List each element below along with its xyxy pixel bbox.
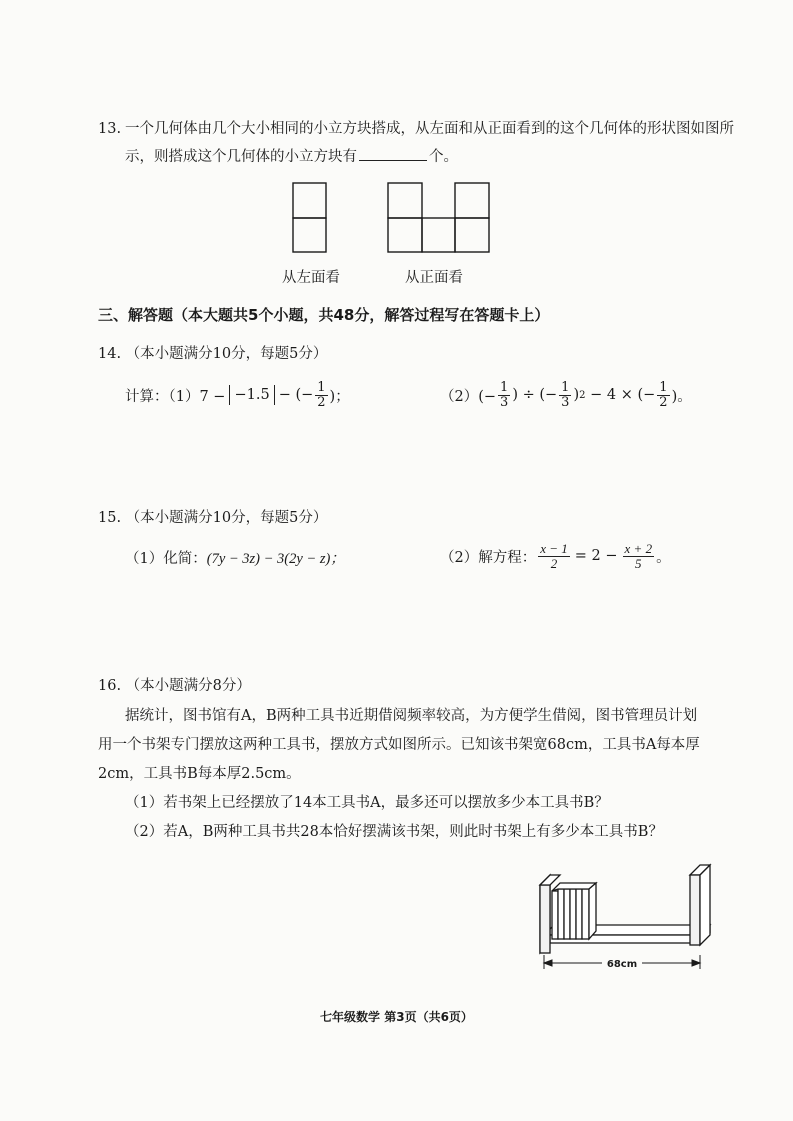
q13-views-figure (285, 180, 495, 256)
q14-p1-end: )； (329, 388, 350, 405)
numerator: 1 (500, 379, 509, 395)
abs-bar-right (274, 385, 275, 405)
numerator: x + 2 (624, 540, 653, 556)
q16-paragraph-line2: 用一个书架专门摆放这两种工具书，摆放方式如图所示。已知该书架宽68cm，工具书A每本厚 (98, 737, 700, 753)
caption-front-view: 从正面看 (405, 270, 463, 286)
q13-text-line2 (125, 146, 458, 168)
q15-part1 (125, 540, 345, 574)
q14-p2-pow-close: ) (573, 387, 580, 403)
abs-bar-left (229, 385, 230, 405)
fraction (498, 381, 510, 410)
q13-number: 13. (98, 121, 122, 137)
left-board-front (540, 885, 550, 953)
q14-p1-minus-paren: − (− (278, 387, 314, 403)
q13-text-line2a: 示，则搭成这个几何体的小立方块有 (125, 149, 357, 165)
denominator: 2 (317, 394, 326, 410)
q15-part2 (440, 536, 671, 576)
q15-p2-end: 。 (656, 549, 671, 566)
bookshelf-figure (530, 855, 720, 980)
numerator: x − 1 (540, 540, 568, 556)
q16-paragraph-line3: 2cm，工具书B每本厚2.5cm。 (98, 766, 301, 782)
front-view-bottom-right-square (455, 218, 489, 252)
q14-p2-div: ) ÷ (− (512, 387, 558, 403)
left-view-top-square (293, 183, 326, 218)
q14-part2 (440, 378, 692, 412)
denominator: 2 (550, 555, 558, 571)
q14-p2-times: − 4 × (− (585, 387, 656, 403)
left-view-bottom-square (293, 218, 326, 252)
right-board-front (690, 875, 700, 945)
section-heading: 三、解答题（本大题共5个小题，共48分，解答过程写在答题卡上） (98, 306, 550, 324)
q15-p2-mid: = 2 − (574, 548, 618, 564)
fraction (623, 542, 655, 571)
q15-p2-label: （2）解方程： (440, 549, 537, 566)
q14-p1-abs-value: −1.5 (234, 387, 270, 403)
front-view-bottom-left-square (388, 218, 422, 252)
denominator: 3 (500, 394, 509, 410)
exponent: 2 (579, 389, 586, 401)
front-view-top-left-square (388, 183, 422, 218)
fraction (559, 381, 571, 410)
q15-p1-label: （1）化简： (125, 550, 207, 567)
numerator: 1 (317, 379, 326, 395)
q15-header: 15. （本小题满分10分，每题5分） (98, 510, 328, 526)
q16-header: 16. （本小题满分8分） (98, 678, 251, 694)
q16-paragraph-line1: 据统计，图书馆有A，B两种工具书近期借阅频率较高，为方便学生借阅，图书管理员计划 (125, 708, 698, 724)
fraction (657, 381, 669, 410)
denominator: 5 (635, 555, 642, 571)
page-footer: 七年级数学 第3页（共6页） (320, 1010, 473, 1024)
q13-text-line1: 一个几何体由几个大小相同的小立方块搭成，从左面和从正面看到的这个几何体的形状图如图所 (125, 121, 734, 137)
shelf-width-label: 68cm (606, 959, 638, 970)
q14-p1-label: 计算：（1）7 − (125, 388, 226, 405)
denominator: 2 (659, 394, 668, 410)
fraction (538, 542, 570, 571)
denominator: 3 (561, 394, 570, 410)
books (552, 883, 596, 939)
caption-left-view: 从左面看 (282, 270, 340, 286)
front-view-bottom-middle-square (422, 218, 455, 252)
q16-subquestion-1: （1）若书架上已经摆放了14本工具书A，最多还可以摆放多少本工具书B？ (125, 795, 609, 811)
q14-p2-label: （2）(− (440, 388, 497, 405)
front-view-top-right-square (455, 183, 489, 218)
q14-p2-end: )。 (671, 388, 692, 405)
q15-p1-expression: (7y − 3z) − 3(2y − z)； (206, 550, 345, 567)
q16-subquestion-2: （2）若A，B两种工具书共28本恰好摆满该书架，则此时书架上有多少本工具书B？ (125, 824, 663, 840)
fraction (315, 381, 327, 410)
q13-text-line2b: 个。 (429, 149, 458, 165)
answer-blank (359, 146, 427, 161)
q14-header: 14. （本小题满分10分，每题5分） (98, 346, 328, 362)
numerator: 1 (561, 379, 570, 395)
q14-part1 (125, 378, 350, 412)
numerator: 1 (659, 379, 668, 395)
